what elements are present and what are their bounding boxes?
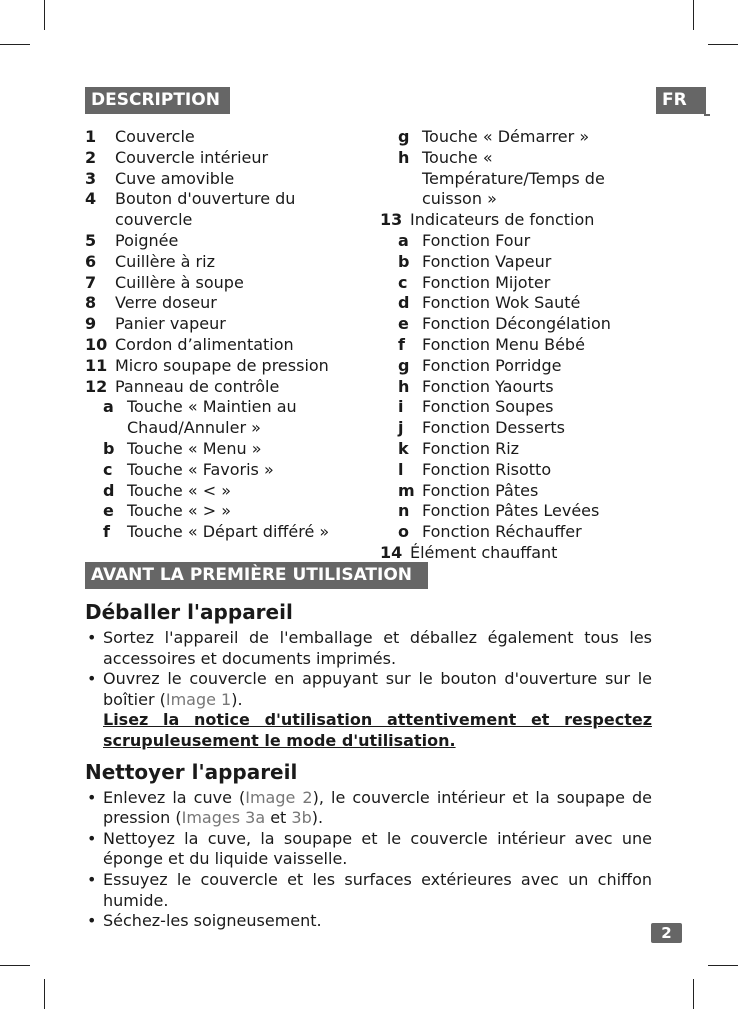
list-item: 1 Couvercle: [85, 127, 195, 146]
sub-item: f Fonction Menu Bébé: [398, 334, 585, 354]
crop-mark: [693, 979, 694, 1009]
crop-mark: [0, 44, 30, 45]
list-item: 14 Élément chauffant: [380, 542, 558, 562]
list-item: 12 Panneau de contrôle: [85, 376, 280, 396]
sub-item: e Fonction Décongélation: [398, 314, 611, 334]
image-reference: 3b: [291, 808, 312, 828]
sub-item: h Fonction Yaourts: [398, 376, 554, 396]
sub-item: i Fonction Soupes: [398, 397, 554, 417]
list-item: 7 Cuillère à soupe: [85, 272, 244, 292]
sub-item: l Fonction Risotto: [398, 459, 552, 479]
language-tab: FR: [656, 87, 706, 114]
sub-item: g Touche « Démarrer »: [398, 127, 590, 146]
first-use-header: AVANT LA PREMIÈRE UTILISATION: [85, 562, 428, 589]
list-item: 11 Micro soupape de pression: [85, 355, 329, 375]
list-item: 2 Couvercle intérieur: [85, 147, 269, 167]
list-item: • Séchez-les soigneusement.: [85, 911, 652, 932]
crop-mark: [708, 965, 738, 966]
image-reference: Images 3a: [181, 808, 266, 828]
image-reference: Image 2: [245, 787, 313, 807]
crop-mark: [693, 0, 694, 30]
image-reference: Image 1: [165, 689, 232, 709]
sub-item: d Touche « < »: [103, 480, 232, 500]
sub-item: g Fonction Porridge: [398, 355, 562, 375]
list-item: • Ouvrez le couvercle en appuyant sur le bouton d'ouverture sur le boîtier (Image 1). Lisez la notice d'utilisation attentivement et respectez scrupuleusement le mode d'utilisation.: [85, 669, 652, 751]
list-item: 3 Cuve amovible: [85, 168, 235, 188]
sub-item: b Touche « Menu »: [103, 438, 262, 458]
description-header: DESCRIPTION: [85, 87, 230, 114]
unpack-heading: Déballer l'appareil: [85, 600, 293, 624]
list-item: 13 Indicateurs de fonction: [380, 210, 595, 230]
first-use-content: [85, 598, 652, 938]
warning-text: Lisez la notice d'utilisation attentivement et respectez scrupuleusement le mode d'utilisation.: [103, 710, 652, 750]
sub-item: n Fonction Pâtes Levées: [398, 501, 600, 521]
list-item: • Enlevez la cuve (Image 2), le couvercle intérieur et la soupape de pression (Images 3a et 3b).: [85, 788, 652, 829]
crop-mark: [708, 44, 738, 45]
page-number: 2: [651, 923, 682, 943]
list-item: 9 Panier vapeur: [85, 314, 226, 334]
parts-list-right: [380, 127, 660, 564]
crop-mark: [0, 965, 30, 966]
list-item: 4 Bouton d'ouverture du couvercle: [85, 189, 296, 230]
list-item: • Essuyez le couvercle et les surfaces extérieures avec un chiffon humide.: [85, 870, 652, 911]
unpack-list: [85, 628, 652, 752]
sub-item: c Touche « Favoris »: [103, 459, 274, 479]
clean-list: [85, 788, 652, 932]
sub-item: c Fonction Mijoter: [398, 272, 551, 292]
sub-item: m Fonction Pâtes: [398, 480, 539, 500]
list-item: 8 Verre doseur: [85, 293, 217, 313]
list-item: • Sortez l'appareil de l'emballage et déballez également tous les accessoires et documents imprimés.: [85, 628, 652, 669]
clean-heading: Nettoyer l'appareil: [85, 759, 298, 784]
list-item: 5 Poignée: [85, 230, 179, 250]
parts-list-left: [85, 127, 355, 543]
sub-item: d Fonction Wok Sauté: [398, 293, 581, 313]
sub-item: f Touche « Départ différé »: [103, 522, 330, 542]
sub-item: h Touche « Température/Temps de cuisson »: [398, 147, 605, 209]
list-item: 10 Cordon d’alimentation: [85, 334, 294, 354]
sub-item: a Touche « Maintien au Chaud/Annuler »: [103, 397, 297, 438]
sub-item: e Touche « > »: [103, 501, 232, 521]
list-item: • Nettoyez la cuve, la soupape et le couvercle intérieur avec une éponge et du liquide vaisselle.: [85, 829, 652, 870]
sub-item: a Fonction Four: [398, 230, 531, 250]
sub-item: b Fonction Vapeur: [398, 251, 552, 271]
sub-item: k Fonction Riz: [398, 438, 520, 458]
list-item: 6 Cuillère à riz: [85, 251, 215, 271]
sub-item: o Fonction Réchauffer: [398, 522, 582, 542]
sub-item: j Fonction Desserts: [398, 418, 565, 438]
crop-mark: [44, 979, 45, 1009]
crop-mark: [44, 0, 45, 30]
